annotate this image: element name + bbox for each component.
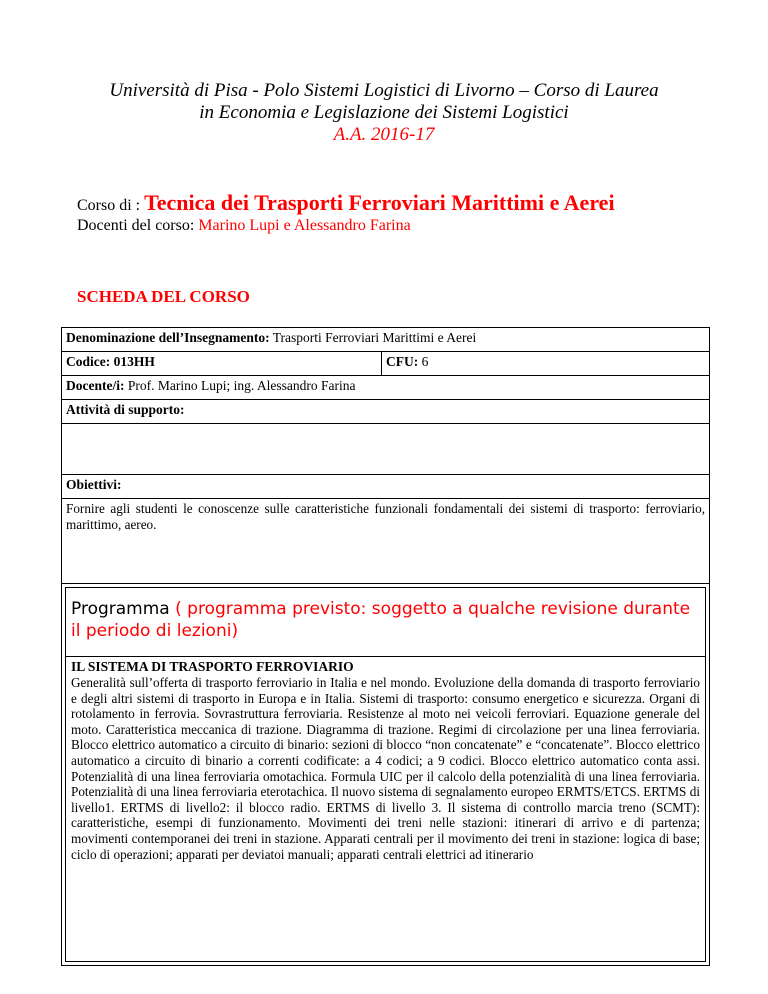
teachers-prefix: Docenti del corso: [77,217,199,234]
programma-outer [62,584,710,966]
codice-cell [62,352,382,376]
sistema-title: IL SISTEMA DI TRASPORTO FERROVIARIO [71,659,354,674]
degree-line: in Economia e Legislazione dei Sistemi Logistici [199,102,569,123]
obiettivi-label: Obiettivi: [66,477,122,492]
programma-content [65,657,706,962]
programma-header [65,587,706,657]
docente-label: Docente/i: [66,378,125,393]
course-prefix: Corso di : [77,197,145,214]
section-title: SCHEDA DEL CORSO [77,287,250,306]
attivita-label: Attività di supporto: [66,402,185,417]
obiettivi-text: Fornire agli studenti le conoscenze sulle caratteristiche funzionali fondamentali dei sistemi di trasporto: ferroviario, marittimo, aereo. [66,501,705,532]
teachers-line [77,217,411,235]
teachers-names: Marino Lupi e Alessandro Farina [198,217,411,234]
programma-note: ( programma previsto: soggetto a qualche revisione durante il periodo di lezioni) [71,599,691,641]
cfu-value: 6 [418,354,429,369]
denominazione-value: Trasporti Ferroviari Marittimi e Aerei [269,330,477,345]
document-header [0,80,768,146]
sistema-text: Generalità sull’offerta di trasporto ferroviario in Italia e nel mondo. Evoluzione della domanda di trasporto ferroviario e degli altri sistemi di trasporto in Europa e in Italia. Sistemi di trasporto: consumo energetico e sicurezza. Organi di rotolamento in ferrovia. Sovrastruttura ferroviaria. Resistenze al moto nei veicoli ferroviari. Equazione generale del moto. Caratteristica meccanica di trazione. Diagramma di trazione. Regimi di circolazione per una linea ferroviaria. Blocco elettrico automatico a circuito di binario: sezioni di blocco “non concatenate” e “concatenate”. Blocco elettrico automatico a circuito di binario a correnti codificate: a 4 codici; a 9 codici. Blocco elettrico automatico conta assi. Potenzialità di una linea ferroviaria omotachica. Formula UIC per il calcolo della potenzialità di una linea ferroviaria. Potenzialità di una linea ferroviaria eterotachica. Il nuovo sistema di segnalamento europeo ERMTS/ETCS. ERTMS di livello1. ERTMS di livello2: il blocco radio. ERTMS di livello 3. Il sistema di controllo marcia treno (SCMT): caratteristiche, esempi di funzionamento. Movimenti dei treni nelle stazioni: itinerari di arrivo e di partenza; movimenti contemporanei dei treni in stazione. Apparati centrali per il movimento dei treni in stazione: logica di base; ciclo di operazioni; apparati per deviatoi manuali; apparati centrali elettrici ad itinerario [71,675,700,862]
course-sheet-table [61,327,710,966]
programma-label: Programma [71,599,170,619]
course-title: Tecnica dei Trasporti Ferroviari Marittimi e Aerei [144,190,615,215]
attivita-row [62,400,710,424]
docente-row [62,376,710,400]
course-line [77,190,615,216]
obiettivi-row [62,475,710,499]
university-line: Università di Pisa - Polo Sistemi Logistici di Livorno – Corso di Laurea [109,80,659,101]
docente-value: Prof. Marino Lupi; ing. Alessandro Farina [124,378,356,393]
academic-year: A.A. 2016-17 [333,124,435,145]
codice-label: Codice: [66,354,111,369]
cfu-cell [382,352,710,376]
denominazione-row [62,328,710,352]
cfu-label: CFU: [386,354,419,369]
attivita-content [62,424,710,475]
obiettivi-content [62,499,710,584]
codice-value: 013HH [110,354,155,369]
denominazione-label: Denominazione dell’Insegnamento: [66,330,270,345]
